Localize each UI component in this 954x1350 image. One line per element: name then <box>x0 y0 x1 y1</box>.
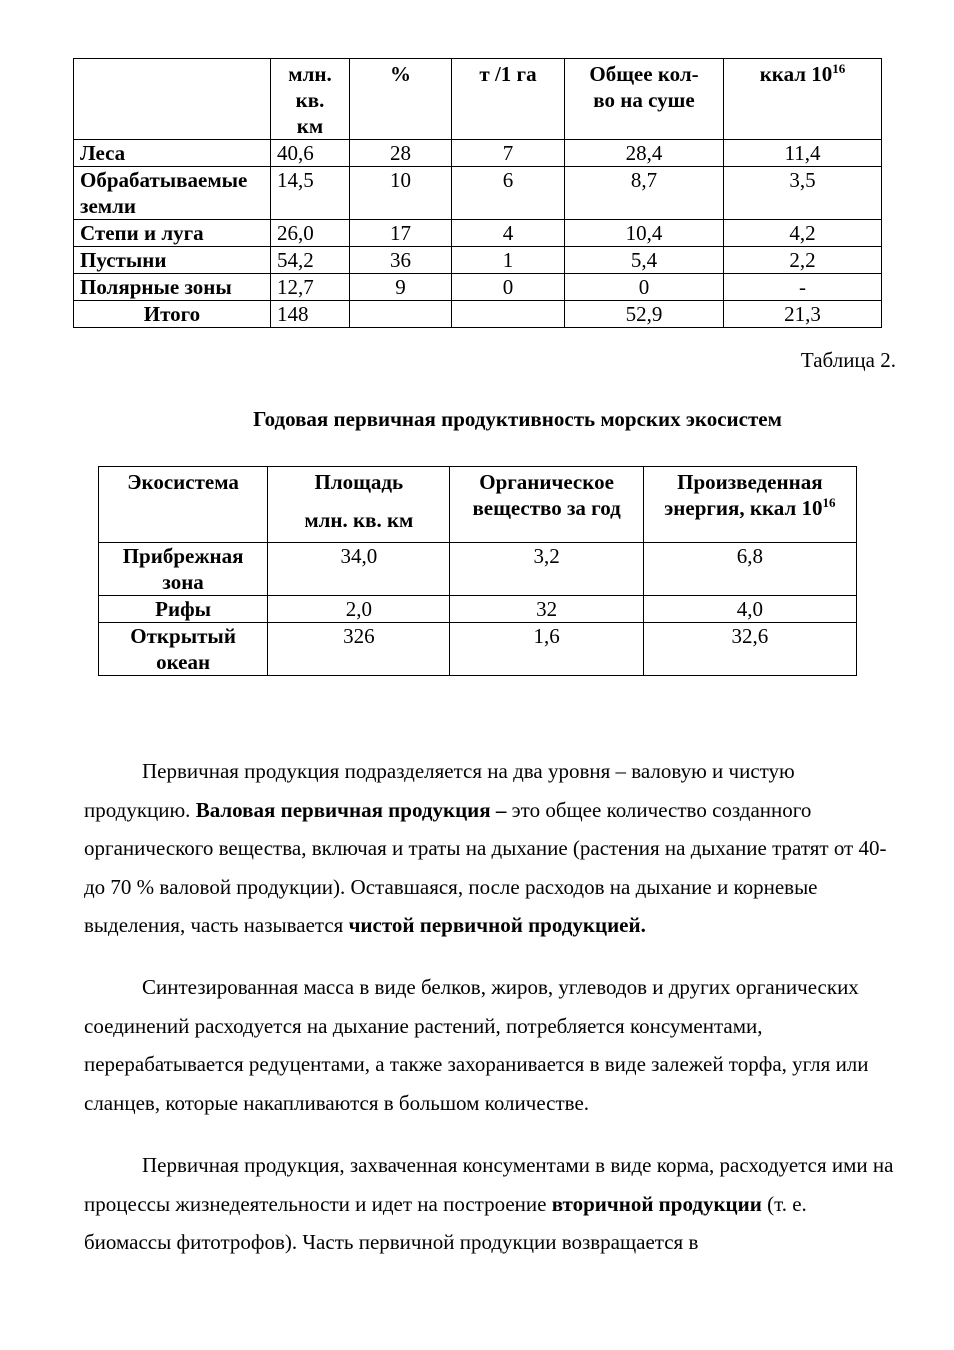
table-cell: 32,6 <box>643 623 856 676</box>
header-cell: млн. кв. км <box>271 59 350 140</box>
header-cell: Экосистема <box>99 467 268 543</box>
table-cell: 0 <box>452 274 565 301</box>
table-cell <box>350 301 452 328</box>
table-cell: 3,2 <box>450 543 643 596</box>
table-row <box>99 623 857 676</box>
table-cell: 326 <box>268 623 450 676</box>
table-cell: 21,3 <box>724 301 882 328</box>
table-cell: 2,0 <box>268 596 450 623</box>
table-cell: 4,0 <box>643 596 856 623</box>
table-cell: 1,6 <box>450 623 643 676</box>
row-label: Пустыни <box>74 247 271 274</box>
table-cell: 8,7 <box>565 167 724 220</box>
table-header-row <box>99 467 857 543</box>
row-label: Итого <box>74 301 271 328</box>
table-cell: 7 <box>452 140 565 167</box>
table-row <box>99 543 857 596</box>
marine-productivity-table <box>98 466 857 676</box>
table-cell: 17 <box>350 220 452 247</box>
table-cell: 6,8 <box>643 543 856 596</box>
header-cell <box>74 59 271 140</box>
table-row <box>74 167 882 220</box>
table-cell: 52,9 <box>565 301 724 328</box>
table-cell: 9 <box>350 274 452 301</box>
paragraph-secondary-production: Первичная продукция, захваченная консументами в виде корма, расходуется ими на процессы жизнедеятельности и идет на построение вторичной продукции (т. е. биомассы фитотрофов). Часть первичной продукции возвращается в <box>84 1153 894 1254</box>
header-cell: Площадь млн. кв. км <box>268 467 450 543</box>
header-cell: т /1 га <box>452 59 565 140</box>
row-label: Открытый океан <box>99 623 268 676</box>
table-row <box>74 274 882 301</box>
header-cell: Общее кол-во на суше <box>565 59 724 140</box>
header-cell: Произведенная энергия, ккал $10^{16}$ <box>643 467 856 543</box>
row-label: Обрабатываемые земли <box>74 167 271 220</box>
row-label: Прибрежная зона <box>99 543 268 596</box>
row-label: Степи и луга <box>74 220 271 247</box>
table-row <box>74 140 882 167</box>
table-cell: - <box>724 274 882 301</box>
paragraph-synthesized-mass: Синтезированная масса в виде белков, жиров, углеводов и других органических соединений расходуется на дыхание растений, потребляется консументами, перерабатывается редуцентами, а также захоранивается в виде залежей торфа, угля или сланцев, которые накапливаются в большом количестве. <box>84 975 869 1115</box>
table-cell: 0 <box>565 274 724 301</box>
table-cell: 2,2 <box>724 247 882 274</box>
table-cell: 36 <box>350 247 452 274</box>
paragraph-gross-production: Первичная продукция подразделяется на два уровня – валовую и чистую продукцию. Валовая первичная продукция – это общее количество созданного органического вещества, включая и траты на дыхание (растения на дыхание тратят от 40-до 70 % валовой продукции). Оставшаяся, после расходов на дыхание и корневые выделения, часть называется чистой первичной продукцией. <box>84 759 887 937</box>
table-cell: 3,5 <box>724 167 882 220</box>
table-cell: 34,0 <box>268 543 450 596</box>
row-label: Рифы <box>99 596 268 623</box>
table-cell: 14,5 <box>271 167 350 220</box>
land-productivity-table <box>73 58 882 328</box>
table-cell: 5,4 <box>565 247 724 274</box>
exponent: 16 <box>832 61 846 76</box>
table-cell: 28 <box>350 140 452 167</box>
table-cell: 54,2 <box>271 247 350 274</box>
table-cell: 10,4 <box>565 220 724 247</box>
row-label: Леса <box>74 140 271 167</box>
header-cell: Органическое вещество за год <box>450 467 643 543</box>
table-cell: 32 <box>450 596 643 623</box>
table-row <box>99 596 857 623</box>
header-cell: ккал $10^{16}$ <box>724 59 882 140</box>
table-cell: 40,6 <box>271 140 350 167</box>
table-cell: 12,7 <box>271 274 350 301</box>
table-cell: 1 <box>452 247 565 274</box>
table-cell: 10 <box>350 167 452 220</box>
table-cell: 4 <box>452 220 565 247</box>
exponent: 16 <box>822 495 836 510</box>
table-row <box>74 301 882 328</box>
table-cell: 11,4 <box>724 140 882 167</box>
table-row <box>74 220 882 247</box>
table-header-row <box>74 59 882 140</box>
table-cell <box>452 301 565 328</box>
table-cell: 4,2 <box>724 220 882 247</box>
header-cell: % <box>350 59 452 140</box>
table-title: Годовая первичная продуктивность морских экосистем <box>253 407 782 431</box>
table-cell: 6 <box>452 167 565 220</box>
table-cell: 26,0 <box>271 220 350 247</box>
table-row <box>74 247 882 274</box>
table-cell: 148 <box>271 301 350 328</box>
row-label: Полярные зоны <box>74 274 271 301</box>
table-cell: 28,4 <box>565 140 724 167</box>
table-caption: Таблица 2. <box>800 348 896 372</box>
